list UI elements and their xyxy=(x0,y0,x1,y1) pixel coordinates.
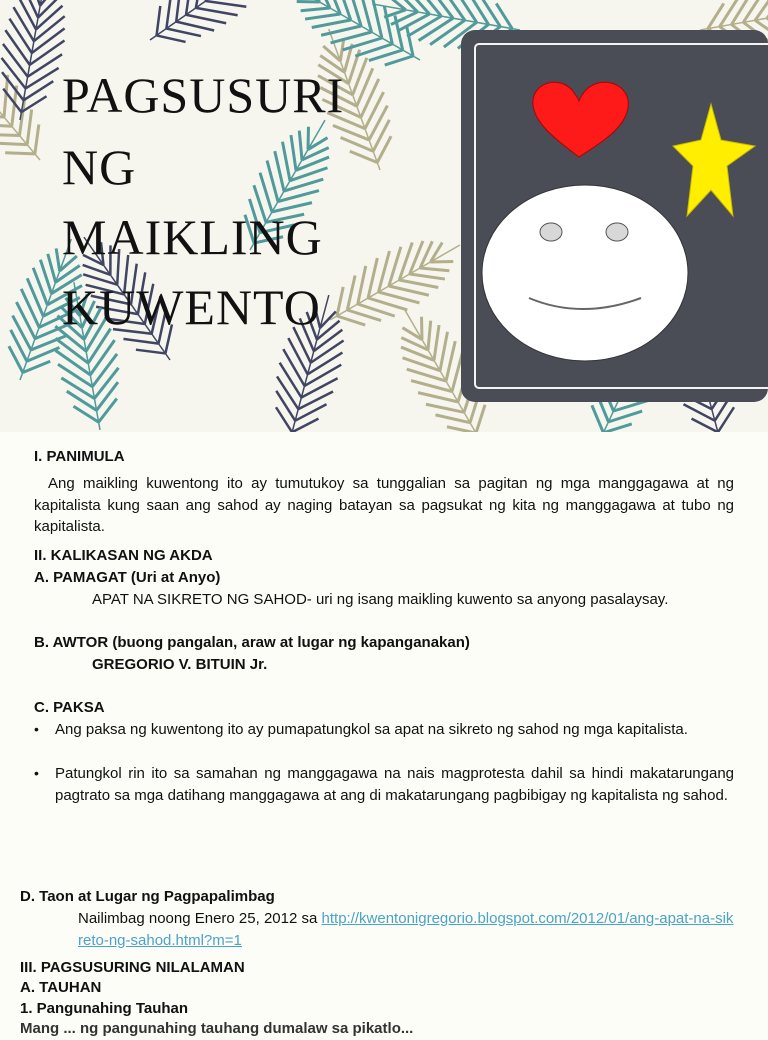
tauhan-heading: A. TAUHAN xyxy=(20,979,102,996)
title-line-3: MAIKLING xyxy=(62,209,323,265)
bullet-icon: • xyxy=(34,721,39,737)
cut-off-line: Mang ... ng pangunahing tauhang dumalaw sa pikatlo... xyxy=(20,1020,414,1037)
title-banner xyxy=(0,0,768,432)
title-line-2: NG xyxy=(62,139,137,195)
pagsusuri-heading: III. PAGSUSURING NILALAMAN xyxy=(20,959,245,976)
kalikasan-heading: II. KALIKASAN NG AKDA xyxy=(34,547,213,564)
awtor-heading: B. AWTOR (buong pangalan, araw at lugar ng kapanganakan) xyxy=(34,634,470,651)
paksa-bullet-1: Ang paksa ng kuwentong ito ay pumapatungkol sa apat na sikreto ng sahod ng mga kapitalista. xyxy=(55,721,688,738)
pamagat-heading: A. PAMAGAT (Uri at Anyo) xyxy=(34,569,221,586)
title-line-4: KUWENTO xyxy=(62,279,321,335)
panimula-heading: I. PANIMULA xyxy=(34,448,125,465)
document-body xyxy=(0,432,768,1037)
taon-heading: D. Taon at Lugar ng Pagpapalimbag xyxy=(20,888,275,905)
paksa-heading: C. PAKSA xyxy=(34,699,105,716)
pangunahing-tauhan-heading: 1. Pangunahing Tauhan xyxy=(20,1000,189,1017)
source-link[interactable]: http://kwentonigregorio.blogspot.com/2012/01/ang-apat-na-sikreto-ng-sahod.html?m=1 xyxy=(78,910,734,949)
awtor-name: GREGORIO V. BITUIN Jr. xyxy=(92,656,268,673)
taon-text: Nailimbag noong Enero 25, 2012 sa xyxy=(78,910,318,927)
taon-paragraph xyxy=(78,908,738,951)
panimula-paragraph: Ang maikling kuwentong ito ay tumutukoy sa tunggalian sa pagitan ng mga manggagawa at ng kapitalista kung saan ang sahod ay naging batayan sa pagsukat ng kita ng manggagawa at tubo ng kapitalista. xyxy=(34,475,734,535)
paksa-bullet-2: Patungkol rin ito sa samahan ng manggagawa na nais magprotesta dahil sa hindi makatarungang pagtrato sa mga datihang manggagawa at ang di makatarungang pagbibigay ng kapitalista ng sahod. xyxy=(55,765,734,804)
smiley-face-icon xyxy=(482,185,688,361)
bullet-icon: • xyxy=(34,765,39,781)
title-line-1: PAGSUSURI xyxy=(62,67,345,123)
pamagat-text: APAT NA SIKRETO NG SAHOD- uri ng isang maikling kuwento sa anyong pasalaysay. xyxy=(92,591,669,608)
emoji-picture-panel xyxy=(461,30,768,402)
